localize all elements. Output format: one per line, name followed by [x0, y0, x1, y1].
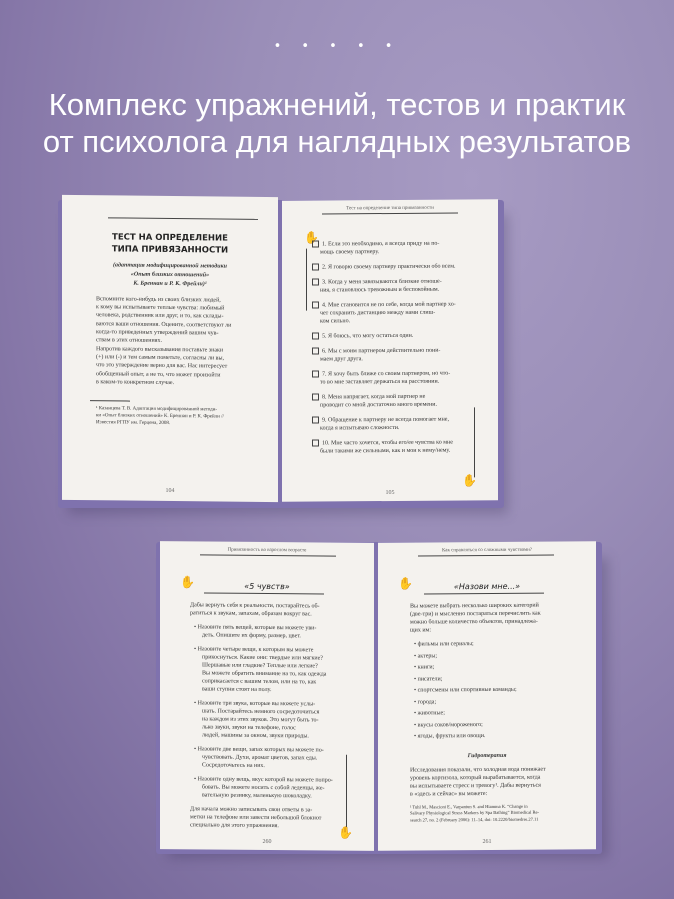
checkbox-icon: [312, 279, 319, 286]
statement-line: 1. Если это необходимо, я всегда приду на по-: [312, 239, 482, 248]
headline: [0, 86, 674, 160]
checkbox-icon: [312, 264, 319, 271]
category-item: • города;: [414, 698, 437, 706]
intro-line: можно больше количество объектов, принадлежа-: [410, 618, 538, 626]
statement-line: проводит со мной достаточно много времени.: [320, 401, 437, 409]
checkbox-icon: [312, 348, 319, 355]
outro-line: Для начала можно записывать свои ответы в за-: [190, 806, 313, 814]
test-title-line-1: ТЕСТ НА ОПРЕДЕЛЕНИЕ: [112, 232, 228, 244]
body-line: когда-то приведенных утверждений вашим чув-: [96, 329, 219, 337]
bullet-icon: •: [414, 652, 418, 660]
statement-line: ния, я становлюсь тревожным и беспокойным.: [320, 286, 440, 294]
hands-doodle-icon: ✋: [462, 473, 477, 488]
hands-doodle-icon: ✋: [180, 575, 195, 590]
body-line: Напротив каждого высказывания поставьте знаки: [96, 346, 224, 354]
bullet-icon: •: [414, 733, 418, 740]
page-number-105: 105: [385, 489, 395, 497]
statement-line: когда я испытываю сложности.: [320, 424, 400, 432]
intro-line: Вы можете выбрать несколько широких категорий: [410, 602, 539, 610]
category-item: • вкусы соков/мороженого;: [414, 721, 483, 729]
statement-line: 9. Обращение к партнеру не всегда помогает мне,: [312, 415, 482, 424]
book-2-right-page: [378, 541, 596, 851]
statement-line: были такими же сильными, как и мои к нему/нему.: [320, 447, 451, 455]
headline-line-2: от психолога для наглядных результатов: [42, 124, 632, 159]
statement-line: то во мне заставляет держаться на расстоянии.: [320, 378, 440, 386]
pagination-dots: • • • • •: [273, 39, 401, 54]
test-subtitle-1: (адаптация модифицированной методики: [113, 262, 227, 270]
body-line: обобщенный опыт, а не то, что может произойти: [96, 370, 221, 379]
bullet-line: • Назовите две вещи, запах которых вы можете по-: [194, 746, 324, 754]
running-head: Как справляться со сложными чувствами?: [441, 547, 533, 554]
bullet-line: • Назовите три звука, которые вы можете услы-: [194, 700, 316, 708]
body-line: в «здесь и сейчас» вы можете:: [410, 790, 488, 798]
hands-doodle-icon: ✋: [304, 230, 319, 245]
bullet-line: ваши ступни стоят на полу.: [202, 686, 272, 694]
statement-line: маем друг друга.: [320, 356, 363, 363]
book-2-left-page: [160, 541, 374, 851]
intro-line: (две-три) и мысленно постараться перечислить как: [410, 610, 541, 618]
statement-line: чет сохранить дистанцию между нами слиш-: [320, 309, 436, 317]
bullet-line: Вы можете обратить внимание на то, как одежда: [202, 670, 327, 678]
statement-line: 6. Мы с моим партнером действительно пони-: [312, 346, 482, 355]
body-line: ваются ваши отношения. Оцените, соответствуют ли: [96, 320, 232, 329]
outro-line: специально для этого упражнения.: [190, 822, 279, 830]
statement-line: ком сильно.: [320, 318, 351, 325]
hands-doodle-icon: ✋: [398, 576, 413, 591]
checkbox-icon: [312, 394, 319, 401]
body-line: Вспомните кого-нибудь из своих близких людей,: [96, 296, 221, 304]
hands-doodle-icon: ✋: [338, 825, 353, 840]
book-1: [60, 196, 500, 511]
category-item: • книги;: [414, 664, 435, 671]
page-number-261: 261: [482, 838, 492, 846]
footnote-line: Известия РГПУ им. Герцена, 2008.: [96, 420, 171, 427]
bullet-line: людей, машины за окном, звуки природы.: [202, 732, 309, 740]
statement-line: 5. Я боюсь, что могу остаться один.: [312, 331, 482, 340]
bullet-icon: •: [414, 641, 418, 648]
statement-line: 8. Меня напрягает, когда мой партнер не: [312, 392, 482, 401]
statement-line: 7. Я хочу быть ближе со своим партнером, но что-: [312, 369, 482, 378]
bullet-line: • Назовите одну вещь, вкус которой вы можете попро-: [194, 776, 333, 784]
body-line: человека, родственник или друг, и то, как склады-: [96, 312, 224, 320]
book-2: [158, 538, 600, 856]
footnote-line: search 27, no. 2 (February 2006): 11–14, doi: 10.2220/biomedres.27.11: [410, 816, 539, 823]
body-line: (+) или (-) и тем самым пометьте, согласны ли вы,: [96, 354, 225, 362]
statement-line: 10. Мне часто хочется, чтобы его/ее чувства ко мне: [312, 438, 482, 447]
statement-line: 3. Когда у меня завязываются близкие отноше-: [312, 277, 482, 286]
checkbox-icon: [312, 333, 319, 340]
running-head: Привязанность во взрослом возрасте: [227, 547, 307, 554]
bullet-line: Шершавые или гладкие? Теплые или легкие?: [202, 662, 318, 670]
outro-line: метки на телефоне или завести небольшой блокнот: [190, 814, 322, 822]
headline-line-1: Комплекс упражнений, тестов и практик: [48, 87, 626, 122]
bullet-line: бовать. Вы можете носить с собой леденцы, же-: [202, 784, 325, 792]
body-line: вы испытываете стресс и тревогу¹. Дабы вернуться: [410, 782, 541, 790]
body-line: ствам в этих отношениях.: [96, 337, 162, 344]
bullet-icon: •: [414, 710, 418, 717]
bullet-icon: •: [194, 776, 198, 783]
running-head: Тест на определение типа привязанности: [346, 205, 434, 212]
bullet-icon: •: [194, 646, 198, 653]
bullet-line: на каждом из этих звуков. Это могут быть то-: [202, 716, 319, 724]
book-1-right-page: [282, 199, 498, 502]
book-1-left-page: [62, 195, 278, 502]
footnote-line: ¹ Tuhl M., Mascioni E., Varpaniun S. and Hiamma K. “Change in: [410, 803, 528, 810]
body-line: к кому вы испытываете теплые чувства: любимый: [96, 304, 225, 312]
bullet-icon: •: [414, 698, 418, 706]
bullet-line: чувствовать. Духи, аромат цветов, запах еды.: [202, 754, 318, 762]
bullet-icon: •: [194, 624, 198, 631]
category-item: • животные;: [414, 710, 445, 717]
checkbox-icon: [312, 440, 319, 447]
bullet-line: шать. Постарайтесь немного сосредоточиться: [202, 708, 320, 716]
statement-line: мощь своему партнеру.: [320, 249, 380, 256]
intro-line: Дабы вернуть себя к реальности, постарайтесь об-: [190, 602, 320, 610]
category-item: • ягоды, фрукты или овощи.: [414, 733, 486, 740]
statement-line: 4. Мне становится не по себе, когда мой партнер хо-: [312, 300, 482, 309]
checkbox-icon: [312, 302, 319, 309]
bullet-line: деть. Опишите их форму, размер, цвет.: [202, 632, 301, 640]
section-subtitle: Гидротерапия: [467, 752, 507, 759]
checkbox-icon: [312, 417, 319, 424]
checkbox-icon: [312, 371, 319, 378]
bullet-line: соприкасается с вашим телом, или на то, как: [202, 678, 317, 686]
checkbox-icon: [312, 241, 319, 248]
intro-line: щих им:: [410, 627, 432, 634]
footnote-line: ¹ Казанцева Т. В. Адаптация модифицированной методи-: [96, 406, 218, 413]
test-footnote: [62, 195, 278, 197]
category-item: • фильмы или сериалы;: [414, 641, 474, 648]
category-item: • актеры;: [414, 652, 438, 660]
footnote-line: Salivary Physiological Stress Markers by Spa Bathing” Biomedical Re-: [410, 809, 539, 816]
intro-line: ратиться к звукам, запахам, образам вокруг вас.: [190, 610, 312, 618]
test-subtitle-3: К. Бреннан и Р. К. Фрейли)¹: [133, 280, 207, 288]
page-number-260: 260: [262, 838, 272, 846]
category-item: • писатели;: [414, 675, 443, 683]
body-line: уровень кортизола, который вырабатывается, когда: [410, 774, 541, 782]
exercise-title-name-me: «Назови мне...»: [453, 581, 521, 592]
test-title-line-2: ТИПА ПРИВЯЗАННОСТИ: [111, 244, 229, 256]
footnote-line: ки «Опыт близких отношений» К. Бреннан и Р. К. Фрейли //: [96, 413, 224, 420]
test-intro-text: [62, 195, 278, 197]
bullet-line: • Назовите четыре вещи, к которым вы можете: [194, 646, 314, 654]
bullet-icon: •: [414, 664, 418, 671]
bullet-line: прикоснуться. Какие они: твердые или мягкие?: [202, 654, 323, 662]
bullet-line: Сосредоточьтесь на них.: [202, 762, 265, 769]
bullet-icon: •: [414, 675, 418, 683]
bullet-line: вательную резинку, маленькую шоколадку.: [202, 792, 312, 800]
body-line: Исследования показали, что холодная вода понижает: [410, 766, 546, 774]
bullet-icon: •: [414, 687, 418, 694]
bullet-line: • Назовите пять вещей, которые вы можете уви-: [194, 624, 317, 632]
bullet-icon: •: [414, 721, 418, 729]
bullet-icon: •: [194, 700, 198, 707]
category-item: • спортсмены или спортивные команды;: [414, 686, 517, 694]
bullet-icon: •: [194, 746, 198, 753]
exercise-title-5-senses: «5 чувств»: [244, 581, 290, 592]
test-subtitle-2: «Опыт близких отношений»: [130, 271, 210, 279]
bullet-line: лько звуки, звуки на телефоне, голос: [202, 724, 296, 732]
statement-line: 2. Я говорю своему партнеру практически обо всем.: [312, 262, 482, 271]
body-line: что это утверждение верно для вас. Нас интересует: [96, 362, 228, 370]
body-line: в каком-то конкретном случае.: [96, 379, 175, 386]
page-number-104: 104: [165, 487, 175, 495]
